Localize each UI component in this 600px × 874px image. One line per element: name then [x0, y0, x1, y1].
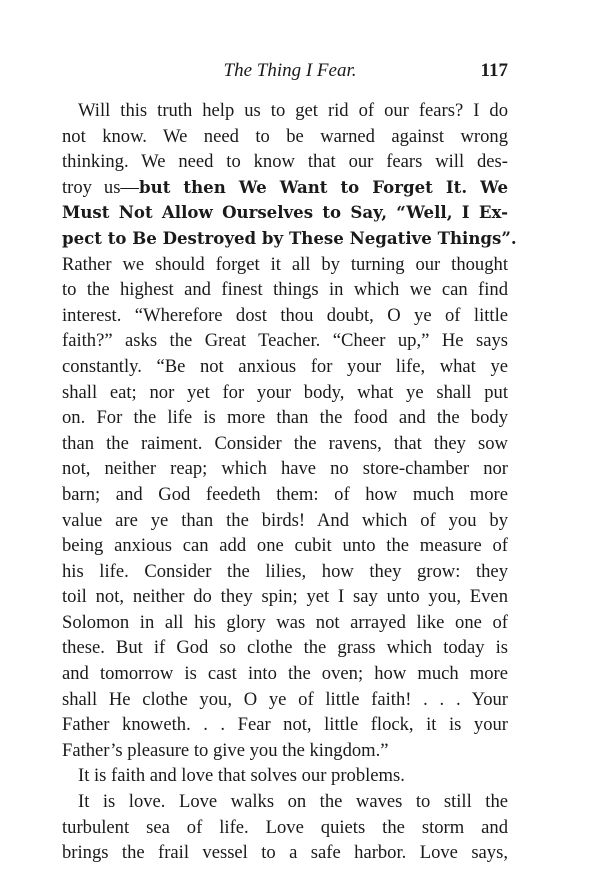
text-segment: to the highest and finest things in which we can find: [62, 279, 508, 301]
text-line: [62, 98, 508, 124]
text-segment: Will this truth help us to get rid of our fears? I do: [78, 100, 508, 121]
text-segment: and tomorrow is cast into the oven; how much more: [62, 663, 508, 685]
text-segment: Rather we should forget it all by turning our thought: [62, 253, 508, 275]
text-segment: interest. “Wherefore dost thou doubt, O ye of little: [62, 304, 508, 326]
text-line: [62, 533, 508, 559]
text-segment: not, neither reap; which have no store-chamber nor: [62, 458, 508, 480]
text-line: [62, 456, 508, 482]
bold-text: Must Not Allow Ourselves to Say, “Well, I Ex-: [62, 202, 508, 223]
text-line: [62, 610, 508, 636]
text-line: [62, 763, 508, 789]
text-line: [62, 380, 508, 406]
text-line: [62, 149, 508, 175]
text-segment: turbulent sea of life. Love quiets the storm and: [62, 816, 508, 838]
text-line: [62, 661, 508, 687]
text-line: [62, 712, 508, 738]
text-segment: shall He clothe you, O ye of little faith! . . . Your: [62, 688, 508, 710]
text-line: [62, 815, 508, 841]
text-line: [62, 687, 508, 713]
text-segment: barn; and God feedeth them: of how much more: [62, 483, 508, 505]
text-segment: It is love. Love walks on the waves to still the: [78, 791, 508, 813]
text-segment: value are ye than the birds! And which of you by: [62, 509, 508, 531]
text-segment: these. But if God so clothe the grass which today is: [62, 637, 508, 659]
body-text: [62, 98, 517, 866]
text-segment: troy us—: [62, 176, 140, 198]
text-segment: faith?” asks the Great Teacher. “Cheer up,” He says: [62, 330, 508, 352]
text-line: [62, 124, 508, 150]
text-line: [62, 328, 508, 354]
text-segment: Solomon in all his glory was not arrayed like one of: [62, 611, 508, 633]
text-segment: not know. We need to be warned against wrong: [62, 125, 508, 147]
text-line: [62, 277, 508, 303]
text-segment: constantly. “Be not anxious for your life, what ye: [62, 355, 508, 377]
text-line: [62, 738, 508, 764]
bold-text: pect to Be Destroyed by These Negative Things”.: [62, 227, 517, 248]
text-segment: being anxious can add one cubit unto the measure of: [62, 535, 508, 557]
text-segment: than the raiment. Consider the ravens, that they sow: [62, 432, 508, 454]
chapter-title: The Thing I Fear.: [223, 60, 357, 81]
text-line: [62, 559, 508, 585]
text-line: [62, 584, 508, 610]
text-line: [62, 405, 508, 431]
text-line: [62, 226, 517, 252]
text-line: [62, 175, 508, 201]
text-line: [62, 508, 508, 534]
page-number: 117: [480, 60, 508, 81]
text-segment: brings the frail vessel to a safe harbor. Love says,: [62, 842, 508, 864]
text-line: [62, 200, 508, 226]
text-line: [62, 354, 508, 380]
text-line: [62, 303, 508, 329]
text-segment: Father’s pleasure to give you the kingdom.”: [62, 739, 389, 761]
text-segment: shall eat; nor yet for your body, what ye shall put: [62, 381, 508, 403]
text-line: [62, 431, 508, 457]
text-segment: his life. Consider the lilies, how they grow: they: [62, 560, 508, 582]
bold-text: but then We Want to Forget It. We: [139, 176, 509, 197]
text-segment: It is faith and love that solves our problems.: [78, 765, 405, 787]
text-line: [62, 635, 508, 661]
text-segment: toil not, neither do they spin; yet I say unto you, Even: [62, 586, 508, 608]
text-segment: Father knoweth. . . Fear not, little flock, it is your: [62, 714, 508, 736]
text-line: [62, 482, 508, 508]
text-line: [62, 252, 508, 278]
text-line: [62, 789, 508, 815]
text-segment: on. For the life is more than the food and the body: [62, 407, 508, 429]
text-segment: thinking. We need to know that our fears will des-: [62, 151, 508, 173]
running-header: [62, 60, 508, 86]
text-line: [62, 840, 508, 866]
